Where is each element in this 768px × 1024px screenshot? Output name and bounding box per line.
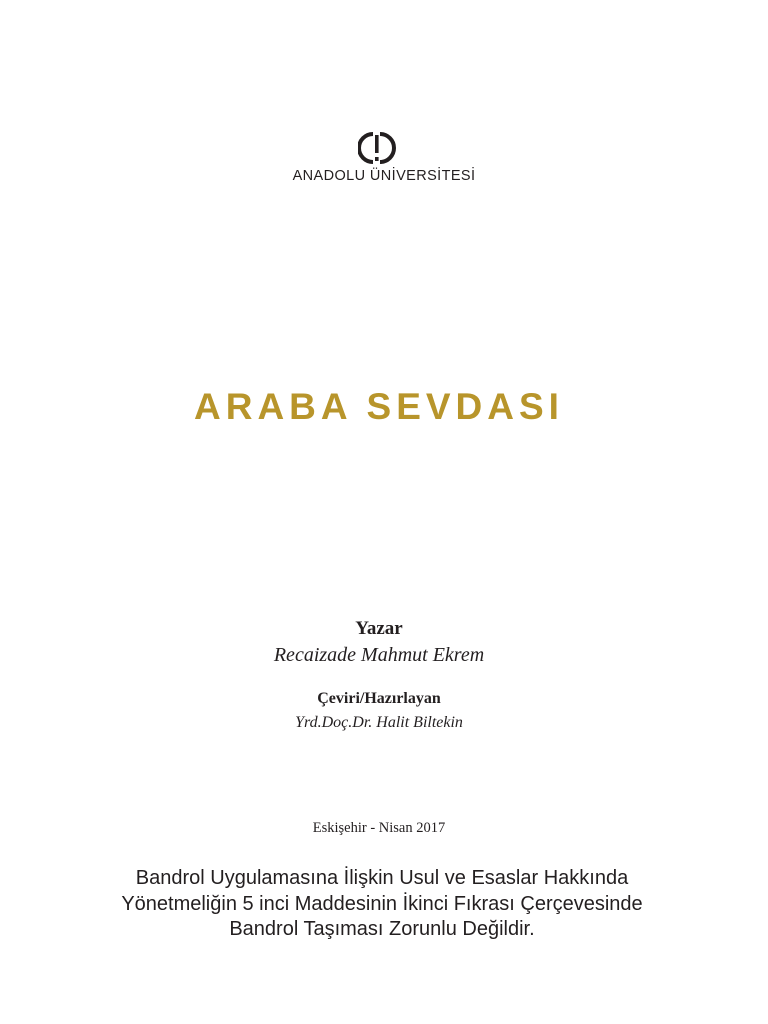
notice-line: Bandrol Uygulamasına İlişkin Usul ve Esaslar Hakkında bbox=[135, 867, 629, 889]
notice-line: Yönetmeliğin 5 inci Maddesinin İkinci Fıkrası Çerçevesinde bbox=[121, 892, 643, 915]
place-date: Eskişehir - Nisan 2017 bbox=[312, 820, 446, 836]
notice-line: Bandrol Taşıması Zorunlu Değildir. bbox=[229, 918, 535, 940]
translator-name: Yrd.Doç.Dr. Halit Biltekin bbox=[295, 714, 463, 731]
book-title: ARABA SEVDASI bbox=[194, 386, 564, 427]
author-label: Yazar bbox=[355, 618, 403, 639]
anadolu-university-logo-icon bbox=[358, 131, 398, 165]
bandrol-notice bbox=[0, 866, 764, 943]
publisher-name: ANADOLU ÜNİVERSİTESİ bbox=[292, 168, 476, 184]
translator-label: Çeviri/Hazırlayan bbox=[317, 690, 441, 707]
author-name: Recaizade Mahmut Ekrem bbox=[273, 644, 485, 666]
